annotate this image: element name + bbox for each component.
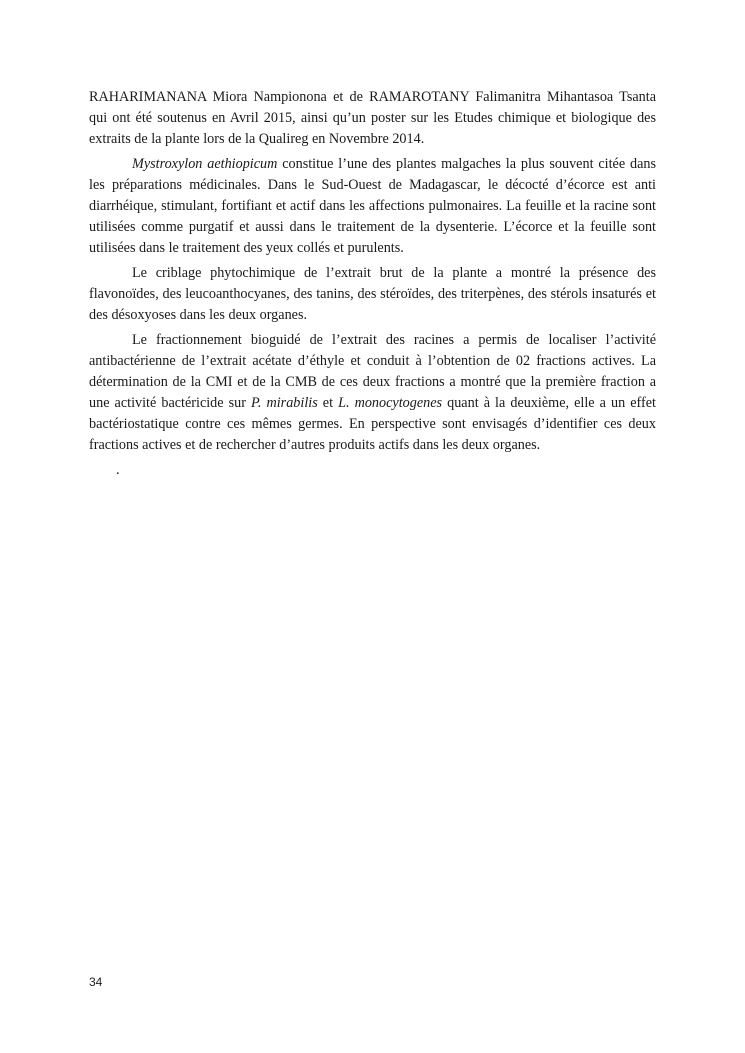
paragraph-4: [89, 330, 656, 456]
paragraph-2-text: constitue l’une des plantes malgaches la plus souvent citée dans les préparations médicinales. Dans le Sud-Ouest de Madagascar, le décocté d’écorce est anti diarrhéique, stimulant, fortifiant et actif dans les affections pulmonaires. La feuille et la racine sont utilisées comme purgatif et aussi dans le traitement de la dysenterie. L’écorce et la feuille sont utilisées dans le traitement des yeux collés et purulents.: [89, 156, 656, 256]
species-name: Mystroxylon aethiopicum: [132, 156, 278, 172]
paragraph-1-text: RAHARIMANANA Miora Nampionona et de RAMAROTANY Falimanitra Mihantasoa Tsanta qui ont été soutenus en Avril 2015, ainsi qu’un poster sur les Etudes chimique et biologique des extraits de la plante lors de la Qualireg en Novembre 2014.: [89, 89, 656, 147]
page-number: 34: [89, 975, 103, 989]
paragraph-4-text-b: et: [317, 395, 339, 411]
paragraph-4-text-a: Le fractionnement bioguidé de l’extrait des racines a permis de localiser l’activité antibactérienne de l’extrait acétate d’éthyle et conduit à l’obtention de 02 fractions actives. La détermination de la CMI et de la CMB de ces deux fractions a montré que la première fraction a une activité bactéricide sur: [89, 332, 656, 411]
paragraph-3: [89, 263, 656, 326]
species-p-mirabilis: P. mirabilis: [251, 395, 318, 411]
paragraph-4-text-c: quant à la deuxième, elle a un effet bactériostatique contre ces mêmes germes. En perspective sont envisagés d’identifier ces deux fractions actives et de rechercher d’autres produits actifs dans les deux organes.: [89, 395, 656, 453]
body-text: [89, 87, 656, 481]
paragraph-1: [89, 87, 656, 150]
species-l-monocytogenes: L. monocytogenes: [338, 395, 443, 411]
trailing-mark: .: [116, 462, 120, 478]
paragraph-3-text: Le criblage phytochimique de l’extrait brut de la plante a montré la présence des flavonoïdes, des leucoanthocyanes, des tanins, des stéroïdes, des triterpènes, des stérols insaturés et des désoxyoses dans les deux organes.: [89, 265, 656, 323]
paragraph-2: [89, 154, 656, 259]
